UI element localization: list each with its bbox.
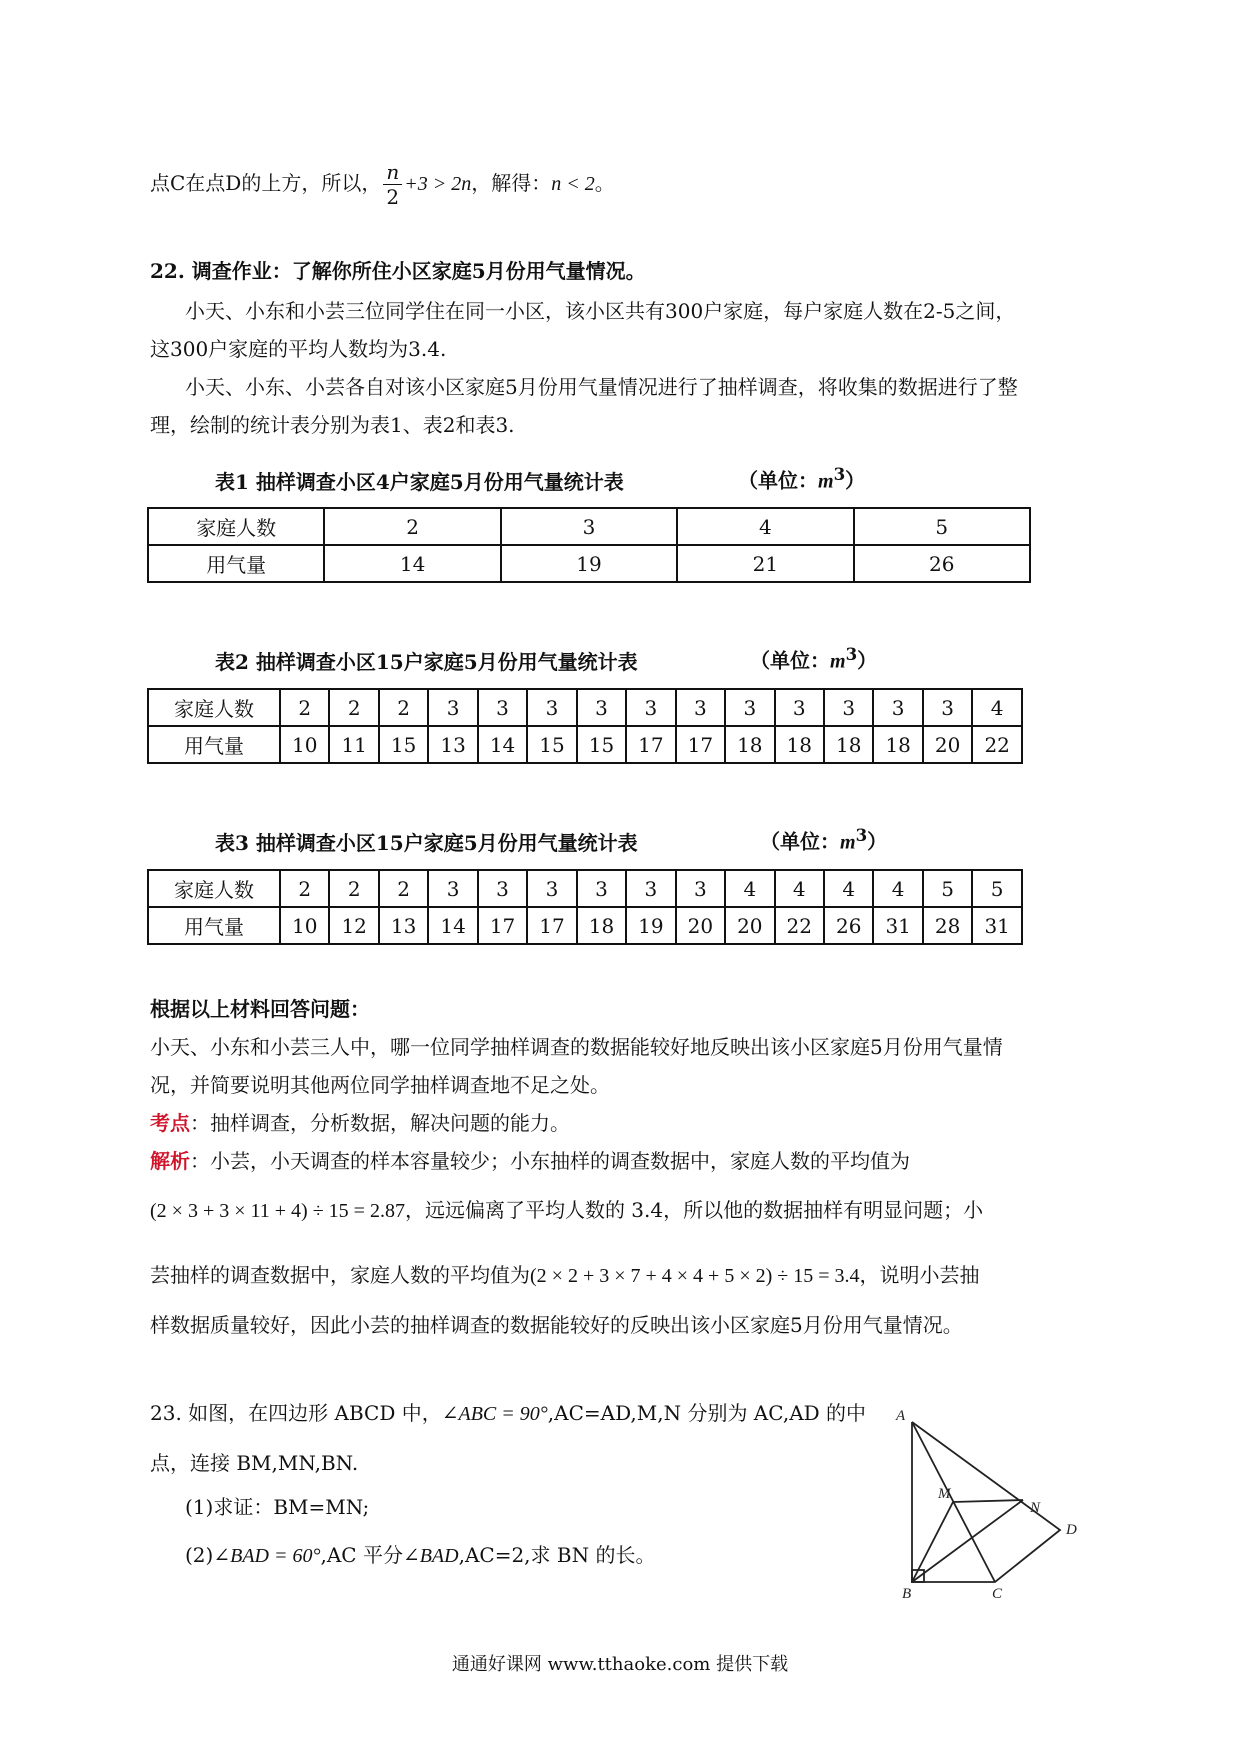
table-cell: 4 [824,870,873,907]
table-cell: 18 [725,726,774,763]
solution-line: 点C在点D的上方，所以， $\frac{n}{2}$ +3 > 2n，解得：n < 2。 [150,160,615,209]
table-cell: 18 [577,907,626,944]
jiexi-line1: 解析：小芸，小天调查的样本容量较少；小东抽样的调查数据中，家庭人数的平均值为 [150,1149,910,1173]
table1-caption: 表1 抽样调查小区4户家庭5月份用气量统计表 [215,470,624,494]
table-cell: 3 [478,870,527,907]
table-cell: 3 [577,870,626,907]
table-cell: 3 [775,689,824,726]
table-cell: 3 [626,689,675,726]
point-label-m: M [938,1486,951,1502]
table-cell: 2 [324,508,500,545]
row-label: 用气量 [148,907,280,944]
question-line2: 况，并简要说明其他两位同学抽样调查地不足之处。 [150,1073,610,1097]
page-footer: 通通好课网 www.tthaoke.com 提供下载 [451,1654,789,1675]
kaodian-line: 考点：抽样调查，分析数据，解决问题的能力。 [150,1111,570,1135]
table-cell: 5 [854,508,1030,545]
table2 [147,688,1023,764]
table-cell: 3 [824,689,873,726]
table-cell: 10 [280,726,329,763]
table-cell: 18 [824,726,873,763]
table-cell: 26 [854,545,1030,582]
table-cell: 3 [527,689,576,726]
table-cell: 2 [280,689,329,726]
point-label-b: B [902,1586,912,1600]
table-cell: 15 [577,726,626,763]
point-label-d: D [1066,1522,1077,1538]
table-cell: 2 [379,689,428,726]
table-cell: 4 [873,870,922,907]
table-cell: 3 [428,870,477,907]
q23-line2: 点，连接 BM,MN,BN. [150,1451,359,1475]
jiexi-line4: 样数据质量较好，因此小芸的抽样调查的数据能较好的反映出该小区家庭5月份用气量情况。 [150,1313,963,1337]
table-cell: 17 [478,907,527,944]
table-cell: 3 [626,870,675,907]
table-cell: 3 [501,508,677,545]
table-row [148,870,1022,907]
jiexi-line3: 芸抽样的调查数据中，家庭人数的平均值为(2 × 2 + 3 × 7 + 4 × 4 + 5 × 2) ÷ 15 = 3.4，说明小芸抽 [150,1263,980,1287]
q22-paragraph2-line1: 小天、小东、小芸各自对该小区家庭5月份用气量情况进行了抽样调查，将收集的数据进行了整 [185,375,1018,399]
table-cell: 22 [972,726,1022,763]
table-cell: 13 [379,907,428,944]
q22-paragraph2-line2: 理，绘制的统计表分别为表1、表2和表3. [150,413,515,437]
table-cell: 3 [428,689,477,726]
row-label: 用气量 [148,726,280,763]
table-cell: 14 [428,907,477,944]
fraction-n-over-2: $\frac{n}{2}$ [383,160,402,209]
table-cell: 17 [676,726,725,763]
table-cell: 22 [775,907,824,944]
table-cell: 19 [501,545,677,582]
table1 [147,507,1031,583]
table-cell: 20 [676,907,725,944]
jiexi-line2: (2 × 3 + 3 × 11 + 4) ÷ 15 = 2.87，远远偏离了平均人数的 3.4，所以他的数据抽样有明显问题；小 [150,1198,984,1222]
kaodian-label: 考点 [150,1111,190,1135]
point-label-a: A [896,1408,906,1424]
table-cell: 20 [725,907,774,944]
table-cell: 21 [677,545,853,582]
q23-part2: (2)∠BAD = 60°,AC 平分∠BAD,AC=2,求 BN 的长。 [185,1543,656,1567]
table-cell: 3 [527,870,576,907]
table-cell: 4 [725,870,774,907]
q22-title: 22. 调查作业：了解你所住小区家庭5月份用气量情况。 [150,259,646,283]
table-cell: 12 [329,907,378,944]
table-cell: 19 [626,907,675,944]
row-label: 家庭人数 [148,508,324,545]
table-row [148,508,1030,545]
table-cell: 4 [972,689,1022,726]
table-cell: 15 [379,726,428,763]
table-cell: 5 [923,870,972,907]
table-row [148,689,1022,726]
table2-caption: 表2 抽样调查小区15户家庭5月份用气量统计表 [215,650,638,674]
geometry-figure [880,1400,1100,1600]
answer-heading: 根据以上材料回答问题： [150,997,370,1021]
table-row [148,545,1030,582]
table1-unit: （单位：$m^3$） [738,464,866,493]
table-cell: 14 [324,545,500,582]
q23-line1: 23. 如图，在四边形 ABCD 中，∠ABC = 90°,AC=AD,M,N 分别为 AC,AD 的中 [150,1401,867,1425]
jiexi-label: 解析 [150,1149,190,1173]
table-cell: 2 [329,870,378,907]
point-label-n: N [1030,1500,1041,1516]
table-cell: 4 [677,508,853,545]
table-cell: 20 [923,726,972,763]
table-cell: 31 [972,907,1022,944]
table2-unit: （单位：$m^3$） [750,644,878,673]
segment-mn [953,1500,1023,1502]
table3-unit: （单位：$m^3$） [760,825,888,854]
table-cell: 3 [577,689,626,726]
formula-2: (2 × 2 + 3 × 7 + 4 × 4 + 5 × 2) ÷ 15 = 3.4 [530,1265,860,1287]
table-cell: 26 [824,907,873,944]
table-cell: 18 [873,726,922,763]
q22-paragraph1-line2: 这300户家庭的平均人数均为3.4. [150,337,447,361]
table-cell: 3 [873,689,922,726]
segment-bn [912,1500,1023,1582]
table-cell: 13 [428,726,477,763]
table-cell: 28 [923,907,972,944]
table-cell: 3 [676,689,725,726]
table-cell: 18 [775,726,824,763]
table-cell: 3 [725,689,774,726]
table-cell: 2 [280,870,329,907]
table-cell: 10 [280,907,329,944]
table-cell: 2 [329,689,378,726]
table-cell: 11 [329,726,378,763]
formula-1: (2 × 3 + 3 × 11 + 4) ÷ 15 = 2.87 [150,1200,405,1222]
q22-paragraph1-line1: 小天、小东和小芸三位同学住在同一小区，该小区共有300户家庭，每户家庭人数在2-5之间， [185,299,1016,323]
q23-part1: (1)求证：BM=MN; [185,1495,370,1519]
row-label: 家庭人数 [148,870,280,907]
table-cell: 5 [972,870,1022,907]
table-cell: 15 [527,726,576,763]
table-cell: 3 [478,689,527,726]
table-cell: 2 [379,870,428,907]
row-label: 用气量 [148,545,324,582]
table-cell: 17 [626,726,675,763]
table-cell: 31 [873,907,922,944]
point-label-c: C [992,1586,1003,1600]
table-cell: 3 [676,870,725,907]
table-row [148,726,1022,763]
table3 [147,869,1023,945]
table3-caption: 表3 抽样调查小区15户家庭5月份用气量统计表 [215,831,638,855]
table-row [148,907,1022,944]
question-line1: 小天、小东和小芸三人中，哪一位同学抽样调查的数据能较好地反映出该小区家庭5月份用气量情 [150,1035,1003,1059]
row-label: 家庭人数 [148,689,280,726]
table-cell: 3 [923,689,972,726]
table-cell: 17 [527,907,576,944]
table-cell: 4 [775,870,824,907]
table-cell: 14 [478,726,527,763]
